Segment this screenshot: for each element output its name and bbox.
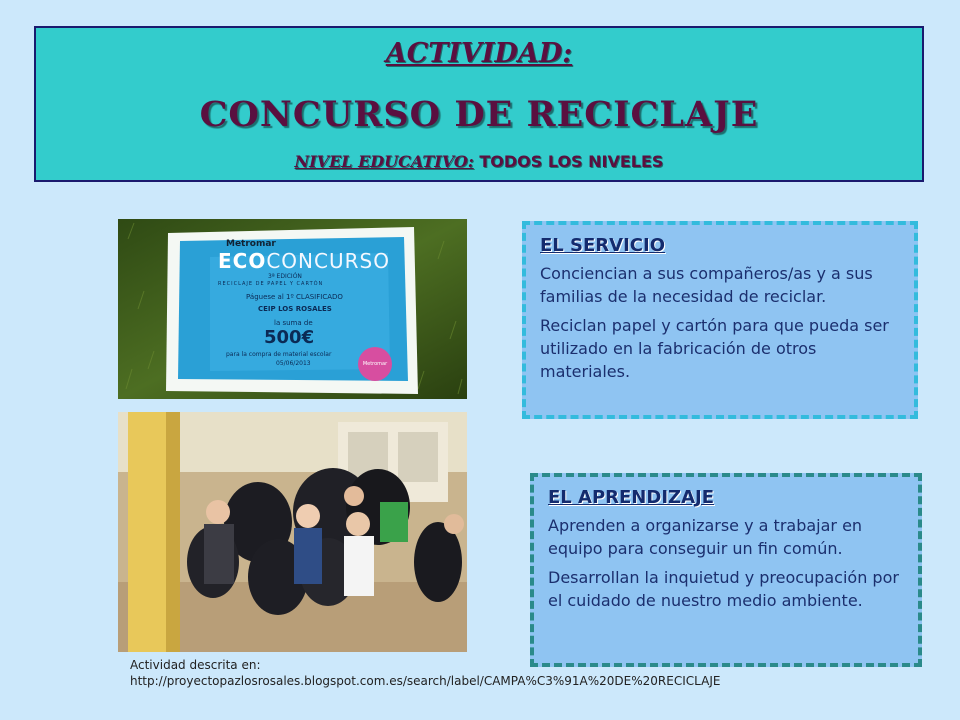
learning-paragraph-1: Aprenden a organizarse y a trabajar en equipo para conseguir un fin común.: [548, 516, 863, 558]
certificate-text: [118, 219, 467, 399]
source-note: [130, 657, 720, 689]
activity-label: ACTIVIDAD:: [385, 38, 573, 69]
students-photo-image: [118, 412, 467, 652]
source-url[interactable]: http://proyectopazlosrosales.blogspot.com.es/search/label/CAMPA%C3%91A%20DE%20RECICLAJE: [130, 674, 721, 688]
education-level-value: TODOS LOS NIVELES: [479, 152, 664, 171]
certificate-eco-title: ECOCONCURSO: [218, 249, 390, 273]
certificate-sum-label: la suma de: [274, 319, 313, 327]
certificate-subtitle: RECICLAJE DE PAPEL Y CARTÓN: [218, 281, 324, 287]
learning-panel: [530, 473, 922, 667]
education-level: [36, 152, 922, 171]
certificate-purpose: para la compra de material escolar: [226, 351, 332, 358]
education-level-label: NIVEL EDUCATIVO:: [294, 152, 474, 171]
certificate-photo: [118, 219, 467, 399]
students-photo: [118, 412, 467, 652]
service-paragraph-2: Reciclan papel y cartón para que pueda ser utilizado en la fabricación de otros materiales.: [540, 316, 889, 381]
certificate-edition: 3ª EDICIÓN: [268, 273, 302, 280]
learning-title: EL APRENDIZAJE: [548, 487, 714, 508]
certificate-brand: Metromar: [226, 239, 276, 249]
certificate-amount: 500€: [264, 327, 315, 348]
service-title: EL SERVICIO: [540, 235, 665, 256]
certificate-school: CEIP LOS ROSALES: [258, 305, 332, 313]
service-paragraph-1: Conciencian a sus compañeros/as y a sus familias de la necesidad de reciclar.: [540, 264, 873, 306]
activity-header: [34, 26, 924, 182]
activity-title: CONCURSO DE RECICLAJE: [199, 94, 759, 135]
certificate-payee-line: Páguese al 1º CLASIFICADO: [246, 293, 343, 301]
service-panel: [522, 221, 918, 419]
source-label: Actividad descrita en:: [130, 658, 261, 672]
certificate-seal: Metromar: [358, 347, 392, 381]
learning-paragraph-2: Desarrollan la inquietud y preocupación por el cuidado de nuestro medio ambiente.: [548, 568, 899, 610]
certificate-date: 05/06/2013: [276, 360, 311, 367]
